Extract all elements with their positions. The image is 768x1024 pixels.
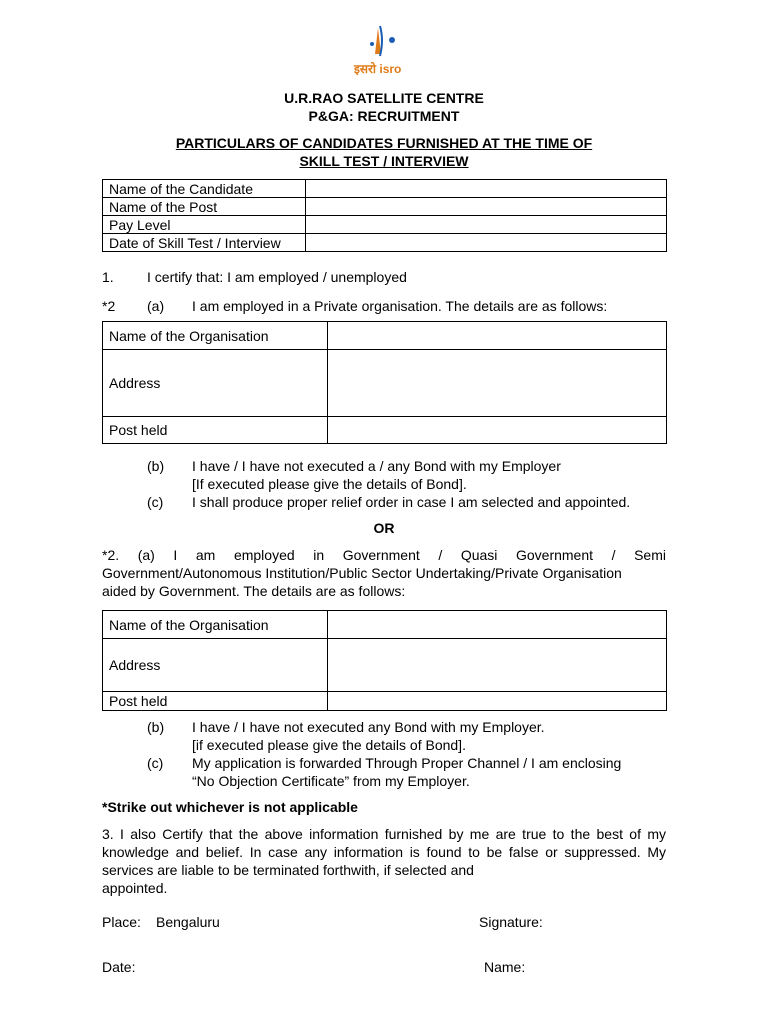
pay-level-label: Pay Level xyxy=(103,216,306,234)
address-label: Address xyxy=(103,350,328,417)
org-name-field[interactable] xyxy=(328,322,667,350)
item2alt-text: *2. (a) I am employed in Government / Quasi Government / Semi Government/Autonomous Institution/Public Sector Undertaking/Private Organisation xyxy=(102,547,666,581)
item2alt-b-sub: (b) xyxy=(147,719,165,735)
item2b-sub: (b) xyxy=(147,458,165,474)
item2b-text2: [If executed please give the details of Bond]. xyxy=(192,476,467,492)
item2c-text: I shall produce proper relief order in case I am selected and appointed. xyxy=(192,494,631,510)
post-held-label: Post held xyxy=(103,692,328,711)
name-label: Name: xyxy=(484,959,526,975)
item2-number: *2 xyxy=(102,298,116,314)
test-date-label: Date of Skill Test / Interview xyxy=(103,234,306,252)
item2alt-b-text2: [if executed please give the details of Bond]. xyxy=(192,737,466,753)
date-label: Date: xyxy=(102,959,136,975)
org-name-field[interactable] xyxy=(328,611,667,639)
item2alt-c-text2: “No Objection Certificate” from my Employer. xyxy=(192,773,470,789)
org-name-label: Name of the Organisation xyxy=(103,322,328,350)
item2b-text: I have / I have not executed a / any Bond with my Employer xyxy=(192,458,561,474)
or-label: OR xyxy=(373,520,395,536)
table-row xyxy=(103,216,667,234)
item2alt-last: aided by Government. The details are as follows: xyxy=(102,583,406,599)
post-name-label: Name of the Post xyxy=(103,198,306,216)
address-field[interactable] xyxy=(328,350,667,417)
post-held-label: Post held xyxy=(103,417,328,444)
post-held-field[interactable] xyxy=(328,692,667,711)
item2c-sub: (c) xyxy=(147,494,164,510)
address-field[interactable] xyxy=(328,639,667,692)
table-row xyxy=(103,180,667,198)
item1-text: I certify that: I am employed / unemployed xyxy=(147,269,407,285)
item1-number: 1. xyxy=(102,269,114,285)
org-name-label: Name of the Organisation xyxy=(103,611,328,639)
table-row xyxy=(103,692,667,711)
test-date-field[interactable] xyxy=(306,234,667,252)
item2a-text: I am employed in a Private organisation. The details are as follows: xyxy=(192,298,608,314)
table-row xyxy=(103,234,667,252)
candidate-table xyxy=(102,179,667,252)
item2alt-c-sub: (c) xyxy=(147,755,164,771)
private-org-table xyxy=(102,321,667,444)
form-title-line1: PARTICULARS OF CANDIDATES FURNISHED AT THE TIME OF xyxy=(175,135,593,151)
post-held-field[interactable] xyxy=(328,417,667,444)
item2alt-c-text: My application is forwarded Through Proper Channel / I am enclosing xyxy=(192,755,622,771)
place-value: Bengaluru xyxy=(156,914,220,930)
dept-name: P&GA: RECRUITMENT xyxy=(308,108,460,124)
item3-last: appointed. xyxy=(102,880,168,896)
post-name-field[interactable] xyxy=(306,198,667,216)
strike-note: *Strike out whichever is not applicable xyxy=(102,799,358,815)
table-row xyxy=(103,350,667,417)
item3-paragraph xyxy=(102,825,666,897)
candidate-name-field[interactable] xyxy=(306,180,667,198)
table-row xyxy=(103,639,667,692)
table-row xyxy=(103,322,667,350)
table-row xyxy=(103,198,667,216)
candidate-name-label: Name of the Candidate xyxy=(103,180,306,198)
signature-label: Signature: xyxy=(479,914,543,930)
government-org-table xyxy=(102,610,667,711)
table-row xyxy=(103,417,667,444)
item3-text: 3. I also Certify that the above information furnished by me are true to the best of my knowledge and belief. In case any information is found to be false or suppressed. My services are liable to be terminated forthwith, if selected and xyxy=(102,826,666,878)
item2alt-b-text: I have / I have not executed any Bond with my Employer. xyxy=(192,719,545,735)
item2a-sub: (a) xyxy=(147,298,165,314)
table-row xyxy=(103,611,667,639)
address-label: Address xyxy=(103,639,328,692)
item2alt-paragraph xyxy=(102,546,666,600)
form-title-line2: SKILL TEST / INTERVIEW xyxy=(299,153,469,169)
org-name: U.R.RAO SATELLITE CENTRE xyxy=(284,90,484,106)
pay-level-field[interactable] xyxy=(306,216,667,234)
logo-caption: इसरो isro xyxy=(354,62,402,76)
place-label: Place: xyxy=(102,914,141,930)
